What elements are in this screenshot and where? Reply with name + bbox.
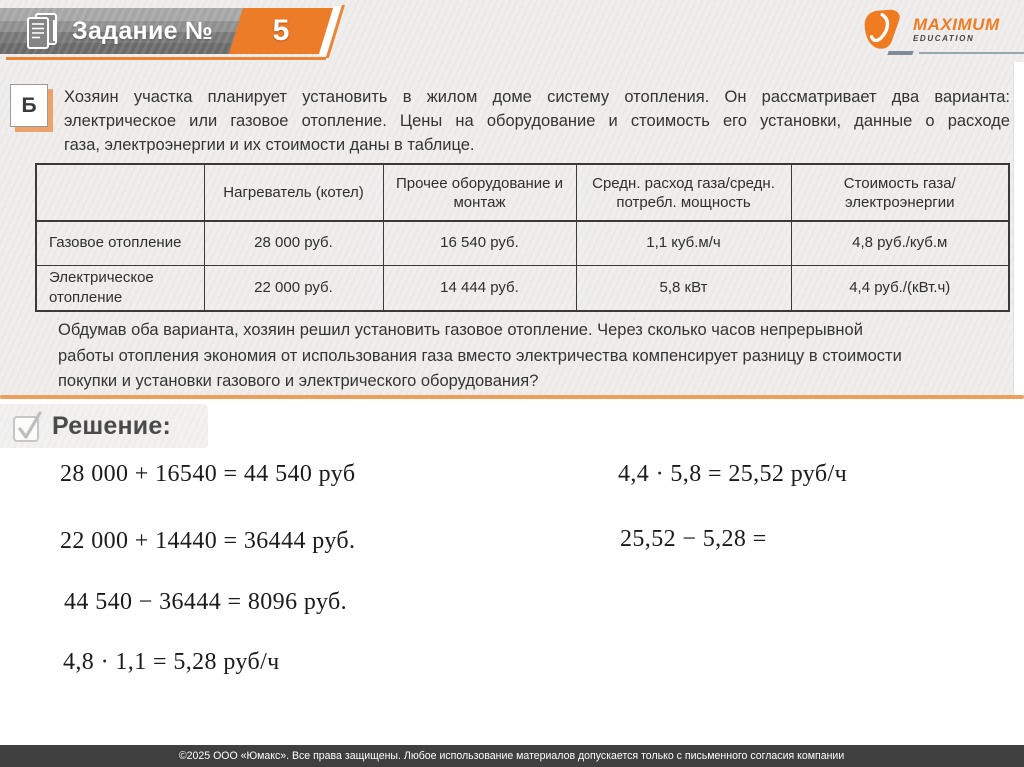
table-header-row [36,164,1009,221]
table-cell: 4,4 руб./(кВт.ч) [791,265,1009,311]
solution-equation-5: 4,4 · 5,8 = 25,52 руб/ч [618,461,848,487]
logo-underline-line [919,52,1024,54]
table-cell: 22 000 руб. [204,265,383,311]
panel-right-margin [1013,62,1024,395]
table-header-cell: Прочее оборудование и монтаж [383,164,576,221]
problem-question [58,318,1010,395]
task-number: 5 [272,14,290,47]
statement-line: газа, электроэнергии и их стоимости даны в таблице. [64,136,475,154]
table-header-cell: Средн. расход газа/средн. потребл. мощность [576,164,791,221]
maximum-logo [862,8,1012,52]
maximum-logo-icon [862,8,910,52]
solution-heading [0,404,208,448]
table-row [36,265,1009,311]
table-cell: 16 540 руб. [383,221,576,265]
table-header-cell: Стоимость газа/электроэнергии [791,164,1009,221]
logo-brand: MAXIMUM [913,15,1000,34]
section-divider [0,395,1024,399]
table-cell: 1,1 куб.м/ч [576,221,791,265]
statement-line: электрическое или газовое отопление. Цены на оборудование и стоимость его установки, данные о расходе [64,112,1010,130]
variant-badge: Б [10,84,48,127]
table-cell: 4,8 руб./куб.м [791,221,1009,265]
statement-line: Хозяин участка планирует установить в жилом доме систему отопления. Он рассматривает два варианта: [64,88,1010,106]
maximum-logo-text [913,16,1000,44]
solution-equation-6: 25,52 − 5,28 = [620,526,767,552]
table-cell: 5,8 кВт [576,265,791,311]
solution-equation-1: 28 000 + 16540 = 44 540 руб [60,461,356,487]
question-line: работы отопления экономия от использования газа вместо электричества компенсирует разницу в стоимости [58,346,902,365]
task-label: Задание № [72,16,214,45]
copyright-text: ©2025 ООО «Юмакс». Все права защищены. Любое использование материалов допускается только с письменного согласия компании [179,750,845,762]
table-cell: 28 000 руб. [204,221,383,265]
document-icon [24,11,62,51]
checkbox-check-icon [12,409,44,443]
table-header-cell: Нагреватель (котел) [204,164,383,221]
footer [0,745,1024,767]
question-line: Обдумав оба варианта, хозяин решил установить газовое отопление. Через сколько часов непрерывной [58,321,863,339]
solution-equation-3: 44 540 − 36444 = 8096 руб. [64,589,348,615]
solution-equation-4: 4,8 · 1,1 = 5,28 руб/ч [63,649,280,675]
logo-underline-dash [887,51,913,55]
table-header-cell [36,164,204,221]
table-cell: Электрическое отопление [36,265,204,311]
band-underline [6,57,326,60]
task-number-badge [229,8,333,54]
solution-label: Решение: [52,411,171,440]
logo-sub: EDUCATION [913,34,975,43]
table-cell: 14 444 руб. [383,265,576,311]
table-cell: Газовое отопление [36,221,204,265]
solution-equation-2: 22 000 + 14440 = 36444 руб. [60,528,356,554]
task-header-band [0,8,252,54]
heating-comparison-table [35,163,1010,312]
question-line: покупки и установки газового и электрического оборудования? [58,372,539,390]
problem-statement [64,85,1010,157]
table-row [36,221,1009,265]
